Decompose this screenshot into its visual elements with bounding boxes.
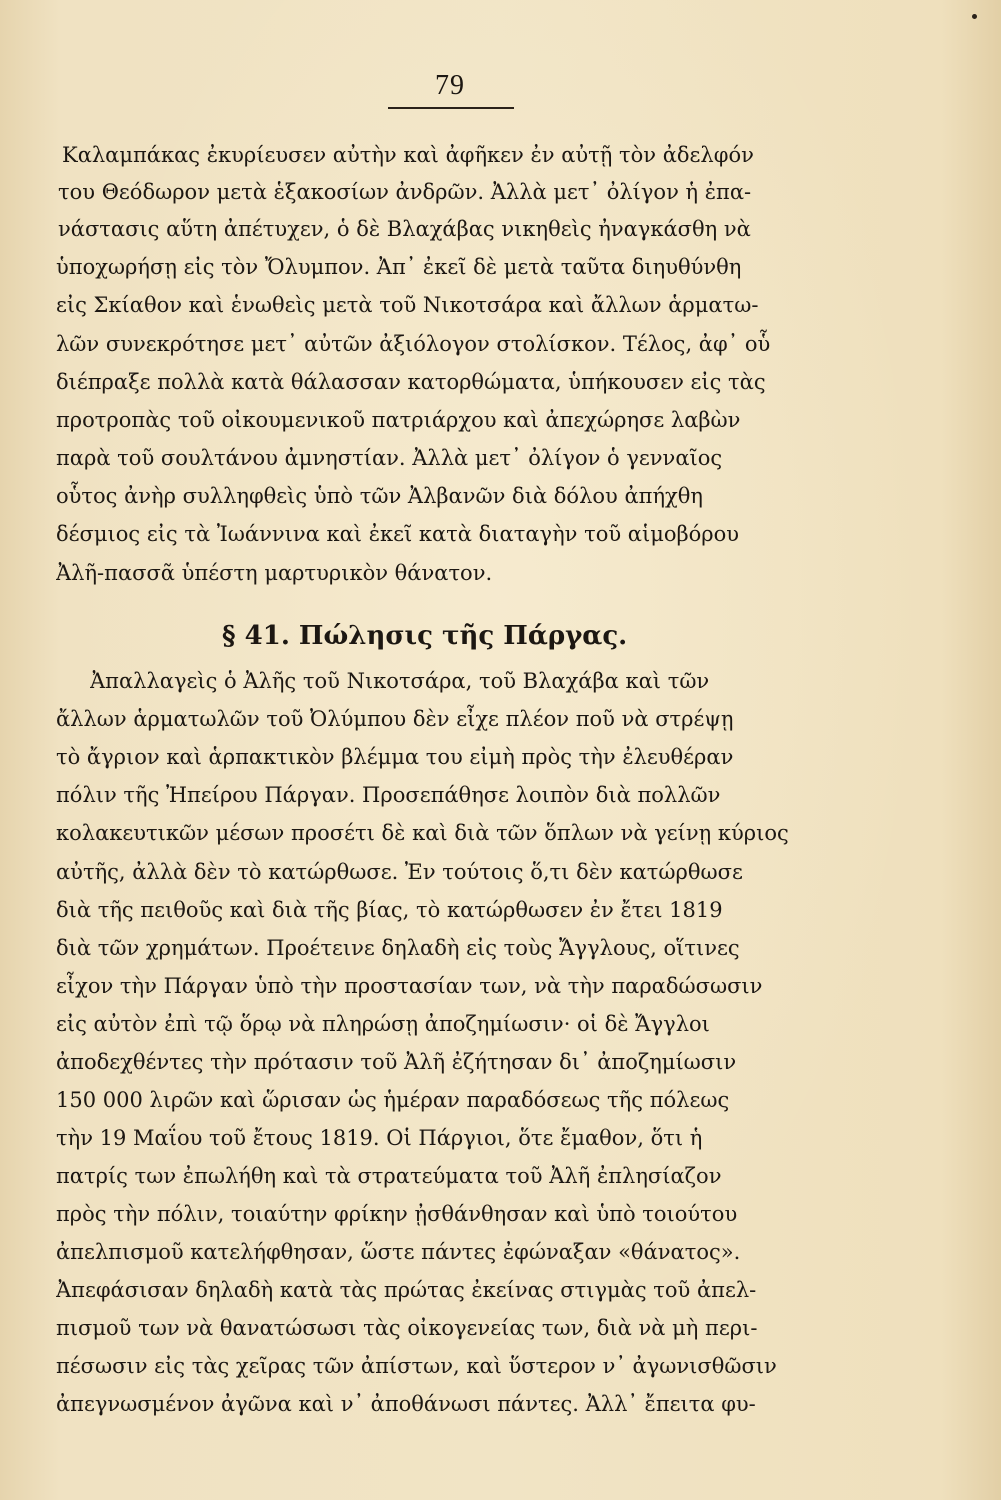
text-line: του Θεόδωρον μετὰ ἑξακοσίων ἀνδρῶν. Ἀλλὰ μετ᾿ ὀλίγον ἡ ἐπα- [58, 180, 752, 204]
text-line: Ἀπαλλαγεὶς ὁ Ἀλῆς τοῦ Νικοτσάρα, τοῦ Βλαχάβα καὶ τῶν [90, 669, 710, 693]
text-line: οὗτος ἀνὴρ συλληφθεὶς ὑπὸ τῶν Ἀλβανῶν διὰ δόλου ἀπήχθη [56, 484, 703, 508]
page-number-rule [388, 107, 514, 109]
text-line: εἰς αὐτὸν ἐπὶ τῷ ὅρῳ νὰ πληρώσῃ ἀποζημίωσιν· οἱ δὲ Ἄγγλοι [56, 1012, 710, 1036]
text-line: Καλαμπάκας ἐκυρίευσεν αὐτὴν καὶ ἀφῆκεν ἐν αὐτῇ τὸν ἀδελφόν [62, 143, 754, 167]
text-line: ἀπελπισμοῦ κατελήφθησαν, ὥστε πάντες ἐφώναξαν «θάνατος». [56, 1240, 741, 1264]
text-line: εἶχον τὴν Πάργαν ὑπὸ τὴν προστασίαν των, νὰ τὴν παραδώσωσιν [56, 974, 763, 998]
text-line: παρὰ τοῦ σουλτάνου ἀμνηστίαν. Ἀλλὰ μετ᾿ ὀλίγον ὁ γενναῖος [56, 446, 723, 470]
text-line: εἰς Σκίαθον καὶ ἑνωθεὶς μετὰ τοῦ Νικοτσάρα καὶ ἄλλων ἁρματω- [56, 293, 759, 317]
text-line: διὰ τῆς πειθοῦς καὶ διὰ τῆς βίας, τὸ κατώρθωσεν ἐν ἔτει 1819 [56, 898, 723, 922]
text-line: ὑποχωρήσῃ εἰς τὸν Ὄλυμπον. Ἀπ᾿ ἐκεῖ δὲ μετὰ ταῦτα διηυθύνθη [56, 255, 742, 279]
text-line: 150 000 λιρῶν καὶ ὥρισαν ὡς ἡμέραν παραδόσεως τῆς πόλεως [56, 1088, 730, 1112]
text-line: προτροπὰς τοῦ οἰκουμενικοῦ πατριάρχου καὶ ἀπεχώρησε λαβὼν [56, 408, 741, 432]
text-line: νάστασις αὕτη ἀπέτυχεν, ὁ δὲ Βλαχάβας νικηθεὶς ἠναγκάσθη νὰ [58, 217, 751, 241]
text-line: πρὸς τὴν πόλιν, τοιαύτην φρίκην ᾐσθάνθησαν καὶ ὑπὸ τοιούτου [56, 1202, 738, 1226]
text-line: ἀποδεχθέντες τὴν πρότασιν τοῦ Ἀλῆ ἐζήτησαν δι᾿ ἀποζημίωσιν [56, 1050, 737, 1074]
text-line: διὰ τῶν χρημάτων. Προέτεινε δηλαδὴ εἰς τοὺς Ἄγγλους, οἵτινες [56, 936, 740, 960]
text-line: πισμοῦ των νὰ θανατώσωσι τὰς οἰκογενείας των, διὰ νὰ μὴ περι- [56, 1316, 758, 1340]
text-line: Ἀπεφάσισαν δηλαδὴ κατὰ τὰς πρώτας ἐκείνας στιγμὰς τοῦ ἀπελ- [56, 1278, 757, 1302]
text-line: διέπραξε πολλὰ κατὰ θάλασσαν κατορθώματα, ὑπήκουσεν εἰς τὰς [56, 370, 766, 394]
text-line: κολακευτικῶν μέσων προσέτι δὲ καὶ διὰ τῶν ὅπλων νὰ γείνῃ κύριος [56, 821, 789, 845]
text-line: αὐτῆς, ἀλλὰ δὲν τὸ κατώρθωσε. Ἐν τούτοις ὅ,τι δὲν κατώρθωσε [56, 860, 743, 884]
text-line: πέσωσιν εἰς τὰς χεῖρας τῶν ἀπίστων, καὶ ὕστερον ν᾿ ἀγωνισθῶσιν [56, 1354, 777, 1378]
text-line: πατρίς των ἐπωλήθη καὶ τὰ στρατεύματα τοῦ Ἀλῆ ἐπλησίαζον [56, 1164, 722, 1188]
text-line: δέσμιος εἰς τὰ Ἰωάννινα καὶ ἐκεῖ κατὰ διαταγὴν τοῦ αἱμοβόρου [56, 522, 740, 546]
section-heading: § 41. Πώλησις τῆς Πάργας. [222, 621, 628, 651]
print-speck [972, 14, 977, 19]
text-line: λῶν συνεκρότησε μετ᾿ αὐτῶν ἀξιόλογον στολίσκον. Τέλος, ἀφ᾿ οὗ [56, 332, 771, 356]
text-line: τὴν 19 Μαΐου τοῦ ἔτους 1819. Οἱ Πάργιοι, ὅτε ἔμαθον, ὅτι ἡ [56, 1126, 703, 1150]
text-line: ἀπεγνωσμένον ἀγῶνα καὶ ν᾿ ἀποθάνωσι πάντες. Ἀλλ᾿ ἔπειτα φυ- [56, 1392, 756, 1416]
text-line: τὸ ἄγριον καὶ ἁρπακτικὸν βλέμμα του εἰμὴ πρὸς τὴν ἐλευθέραν [56, 745, 734, 769]
text-line: ἄλλων ἁρματωλῶν τοῦ Ὀλύμπου δὲν εἶχε πλέον ποῦ νὰ στρέψῃ [56, 707, 734, 731]
text-line: πόλιν τῆς Ἠπείρου Πάργαν. Προσεπάθησε λοιπὸν διὰ πολλῶν [56, 783, 721, 807]
page-number: 79 [435, 70, 465, 101]
text-line: Ἀλῆ-πασσᾶ ὑπέστη μαρτυρικὸν θάνατον. [56, 561, 493, 585]
